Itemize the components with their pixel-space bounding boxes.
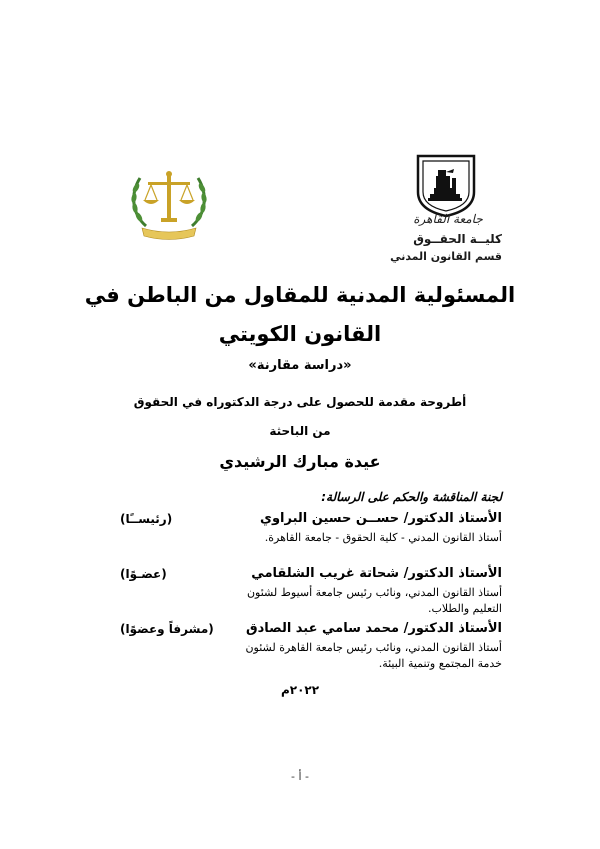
thesis-statement: أطروحة مقدمة للحصول على درجة الدكتوراه في الحقوق [133,395,467,409]
department-name: قسم القانون المدني [390,250,502,263]
thesis-title-line2: القانون الكويتي [218,322,382,346]
committee-member-name: الأستاذ الدكتور/ شحاتة غريب الشلقامي [251,566,502,581]
faculty-law-logo [124,164,214,244]
thesis-subtitle: «دراسة مقارنة» [248,358,352,373]
by-researcher-label: من الباحثة [269,424,331,438]
committee-member-role: (عضـوًا) [120,567,167,581]
faculty-name: كليــة الحقــوق [413,232,502,246]
committee-heading: لجنة المناقشة والحكم على الرسالة: [321,490,502,504]
author-name: عيدة مبارك الرشيدي [219,452,381,471]
committee-member-role: (رئيســًا) [120,512,173,526]
thesis-title-line1: المسئولية المدنية للمقاول من الباطن في [84,283,516,307]
cairo-university-logo [412,152,480,218]
year: ٢٠٢٢م [280,683,320,697]
committee-member-name: الأستاذ الدكتور/ حســن حسين البراوي [260,511,502,526]
university-script-name: جامعة القاهرة [413,212,483,226]
committee-member-desc: أستاذ القانون المدني، ونائب رئيس جامعة القاهرة لشئون خدمة المجتمع وتنمية البيئة. [245,641,502,670]
page-number: - أ - [291,770,309,783]
scales-of-justice-icon [124,164,214,244]
committee-member-desc: أستاذ القانون المدني - كلية الحقوق - جامعة القاهرة. [264,531,502,544]
university-emblem-icon [412,152,480,218]
committee-member-name: الأستاذ الدكتور/ محمد سامي عبد الصادق [245,621,502,636]
committee-member-desc: أستاذ القانون المدني، ونائب رئيس جامعة أسيوط لشئون التعليم والطلاب. [246,586,502,615]
committee-member-role: (مشرفاً وعضوًا) [120,622,214,636]
